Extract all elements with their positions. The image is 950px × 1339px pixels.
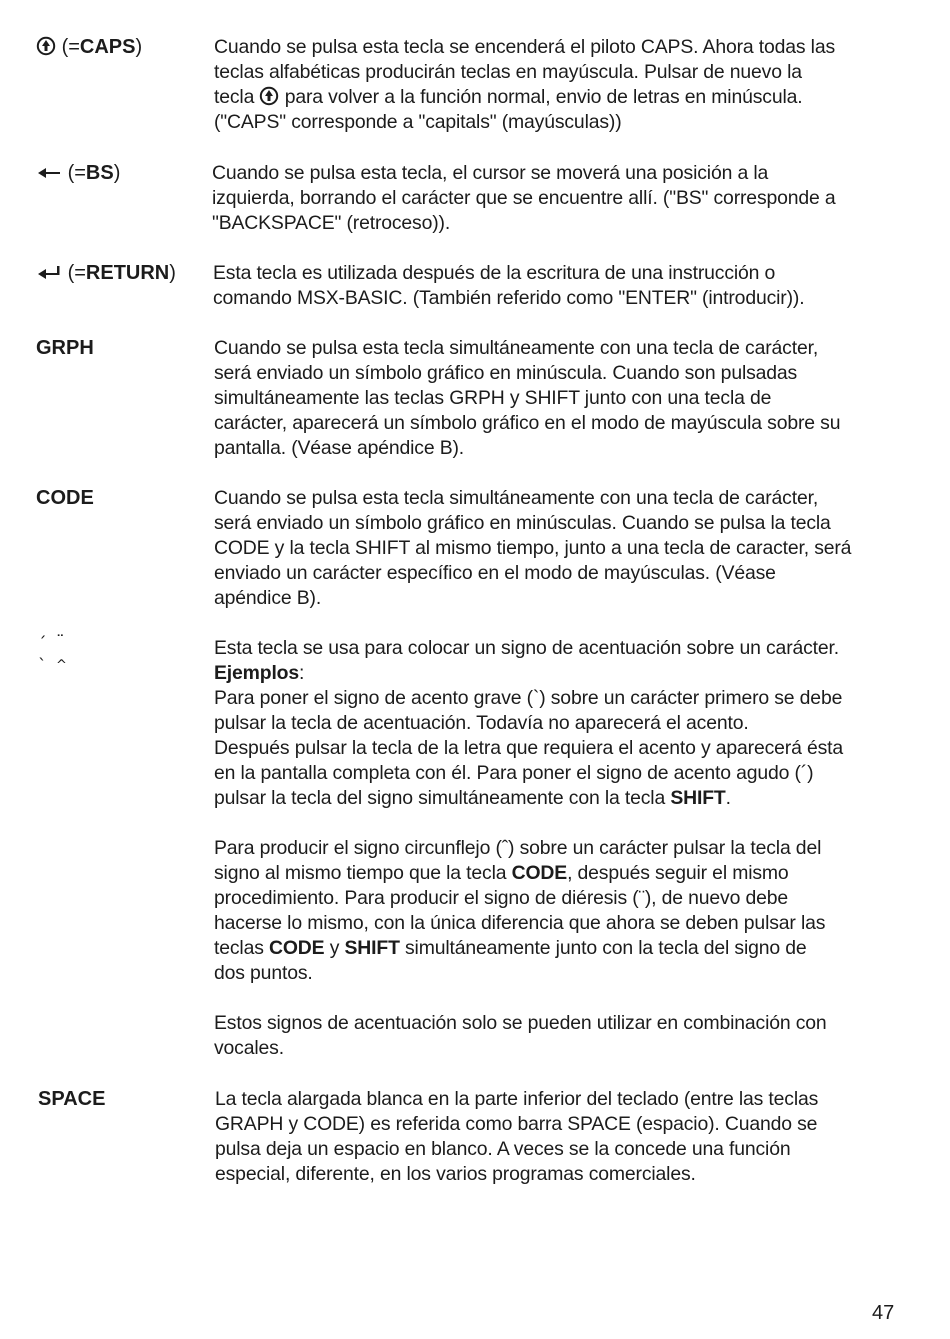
paragraph-spacer (214, 986, 894, 1011)
acute-accent-symbol: ´ (38, 634, 47, 654)
circumflex-symbol: ^ (56, 658, 67, 673)
code-description (214, 486, 894, 611)
text-line: Después pulsar la tecla de la letra que requiera el acento y aparecerá ésta (214, 737, 844, 759)
caps-lock-circle-arrow-icon (36, 36, 56, 56)
key-label-grph: GRPH (36, 337, 94, 359)
key-equals: = (74, 162, 86, 184)
text-line: hacerse lo mismo, con la única diferencia que ahora se deben pulsar las (214, 912, 826, 934)
text-fragment: . (725, 787, 731, 809)
diaeresis-symbol: ¨ (56, 632, 65, 652)
key-label-code: CODE (36, 487, 94, 509)
text-line: Para poner el signo de acento grave (`) sobre un carácter primero se debe (214, 687, 843, 709)
text-line (214, 85, 894, 110)
text-fragment: , después seguir el mismo (567, 862, 789, 884)
text-line: "BACKSPACE" (retroceso)). (212, 212, 451, 234)
key-name: CAPS (79, 36, 136, 58)
text-line: apéndice B). (214, 587, 322, 609)
key-paren-close: ) (135, 36, 143, 58)
grave-accent-symbol: ` (38, 656, 47, 676)
text-line: Estos signos de acentuación solo se pueden utilizar en combinación con (214, 1012, 827, 1034)
text-line: especial, diferente, en los varios programas comerciales. (215, 1163, 696, 1185)
text-line: dos puntos. (214, 962, 313, 984)
paragraph-spacer (214, 811, 894, 836)
text-line: carácter, aparecerá un símbolo gráfico en el modo de mayúscula sobre su (214, 412, 841, 434)
text-line: ("CAPS" corresponde a "capitals" (mayúsculas)) (214, 111, 622, 133)
text-line: en la pantalla completa con él. Para poner el signo de acento agudo (´) (214, 762, 814, 784)
key-name: RETURN (85, 262, 170, 284)
text-line (214, 936, 894, 961)
text-fragment: para volver a la función normal, envio de letras en minúscula. (284, 86, 803, 108)
bold-keyword: SHIFT (670, 787, 726, 809)
accents-description (214, 636, 894, 1061)
text-line (214, 861, 894, 886)
bold-keyword: SHIFT (344, 937, 400, 959)
text-line: Cuando se pulsa esta tecla se encenderá el piloto CAPS. Ahora todas las (214, 36, 836, 58)
text-line (214, 786, 894, 811)
page-number: 47 (872, 1302, 895, 1324)
key-label-return (36, 261, 206, 286)
accent-key-symbols (36, 632, 96, 686)
text-line: vocales. (214, 1037, 284, 1059)
grph-description (214, 336, 894, 461)
key-name: BS (85, 162, 114, 184)
key-equals: = (74, 262, 86, 284)
key-label-space: SPACE (38, 1088, 106, 1110)
key-paren-open: ( (67, 162, 75, 184)
text-line: CODE y la tecla SHIFT al mismo tiempo, junto a una tecla de caracter, será (214, 537, 852, 559)
key-paren-open: ( (67, 262, 75, 284)
examples-label: Ejemplos (214, 662, 300, 684)
text-line: Cuando se pulsa esta tecla simultáneamente con una tecla de carácter, (214, 337, 819, 359)
text-line: izquierda, borrando el carácter que se encuentre allí. ("BS" corresponde a (212, 187, 836, 209)
text-line: Cuando se pulsa esta tecla, el cursor se moverá una posición a la (212, 162, 769, 184)
text-line: será enviado un símbolo gráfico en minúscula. Cuando son pulsadas (214, 362, 798, 384)
bold-keyword: CODE (269, 937, 325, 959)
caps-description (214, 35, 894, 135)
text-line: Esta tecla se usa para colocar un signo de acentuación sobre un carácter. (214, 637, 840, 659)
text-line: GRAPH y CODE) es referida como barra SPACE (espacio). Cuando se (215, 1113, 818, 1135)
text-fragment: : (299, 662, 305, 684)
space-description (215, 1087, 895, 1187)
text-line: será enviado un símbolo gráfico en minúsculas. Cuando se pulsa la tecla (214, 512, 831, 534)
text-fragment: y (329, 937, 340, 959)
text-line: simultáneamente las teclas GRPH y SHIFT junto con una tecla de (214, 387, 772, 409)
text-line: Para producir el signo circunflejo (ˆ) sobre un carácter pulsar la tecla del (214, 837, 822, 859)
bs-description (212, 161, 892, 236)
text-line: comando MSX-BASIC. (También referido como "ENTER" (introducir)). (213, 287, 805, 309)
key-label-caps (36, 35, 206, 60)
key-equals: = (68, 36, 80, 58)
key-paren-open: ( (61, 36, 69, 58)
text-line: Cuando se pulsa esta tecla simultáneamente con una tecla de carácter, (214, 487, 819, 509)
left-arrow-icon (36, 165, 62, 179)
text-line: pantalla. (Véase apéndice B). (214, 437, 465, 459)
text-fragment: simultáneamente junto con la tecla del signo de (405, 937, 807, 959)
caps-lock-circle-arrow-icon (259, 86, 279, 106)
key-label-bs (36, 161, 206, 186)
text-line: Esta tecla es utilizada después de la escritura de una instrucción o (213, 262, 776, 284)
text-fragment: signo al mismo tiempo que la tecla (214, 862, 507, 884)
text-line: pulsar la tecla de acentuación. Todavía no aparecerá el acento. (214, 712, 749, 734)
text-line: teclas alfabéticas producirán teclas en mayúscula. Pulsar de nuevo la (214, 61, 802, 83)
bold-keyword: CODE (511, 862, 568, 884)
key-paren-close: ) (169, 262, 176, 284)
return-arrow-icon (36, 263, 62, 279)
text-line: procedimiento. Para producir el signo de diéresis (¨), de nuevo debe (214, 887, 789, 909)
text-line: La tecla alargada blanca en la parte inferior del teclado (entre las teclas (215, 1088, 819, 1110)
text-line: pulsa deja un espacio en blanco. A veces se la concede una función (215, 1138, 791, 1160)
text-fragment: teclas (214, 937, 264, 959)
text-fragment: tecla (214, 86, 255, 108)
key-paren-close: ) (113, 162, 121, 184)
text-line: enviado un carácter específico en el modo de mayúsculas. (Véase (214, 562, 776, 584)
examples-heading (214, 661, 894, 686)
text-fragment: pulsar la tecla del signo simultáneamente con la tecla (214, 787, 666, 809)
return-description (213, 261, 893, 311)
